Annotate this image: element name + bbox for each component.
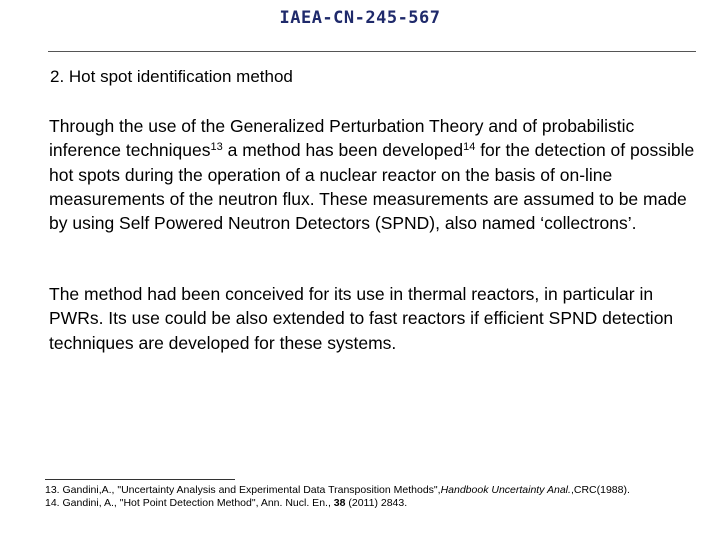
footnote-14-volume: 38 [333,497,346,509]
footnote-14-year-pages: (2011) 2843. [345,497,408,509]
header-divider [48,51,696,52]
footnote-14-citation: 14. Gandini, A., "Hot Point Detection Method", Ann. Nucl. En., [45,497,334,509]
paragraph-1-text-c: for the detection of possible hot spots during the operation of a nuclear reactor on the basis of on-line measurements of the neutron flux. These measurements are assumed to be made by using Self Powered Neutron Detectors (SPND), also named ‘collectrons’. [49,140,695,234]
document-code: IAEA-CN-245-567 [279,8,441,28]
reference-13-marker: 13 [210,141,223,154]
footnote-13 [45,484,717,497]
section-heading: 2. Hot spot identification method [50,67,293,86]
paragraph-1-text-b: a method has been developed [222,140,464,161]
paragraph-1-text-a: Through the use of the Generalized Perturbation Theory and of probabilistic inference techniques [49,116,635,161]
paragraph-2: The method had been conceived for its use in thermal reactors, in particular in PWRs. Its use could be also extended to fast reactors if efficient SPND detection techniques are developed for these systems. [49,284,674,353]
reference-14-marker: 14 [463,141,476,154]
paragraph-1 [49,114,699,235]
footnote-14 [45,497,717,510]
footnote-13-journal: Handbook Uncertainty Anal. [440,484,571,496]
footnote-13-citation: 13. Gandini,A., "Uncertainty Analysis and Experimental Data Transposition Methods", [45,484,441,496]
footnote-13-publisher: ,CRC(1988). [570,484,630,496]
footnote-divider [45,479,235,480]
